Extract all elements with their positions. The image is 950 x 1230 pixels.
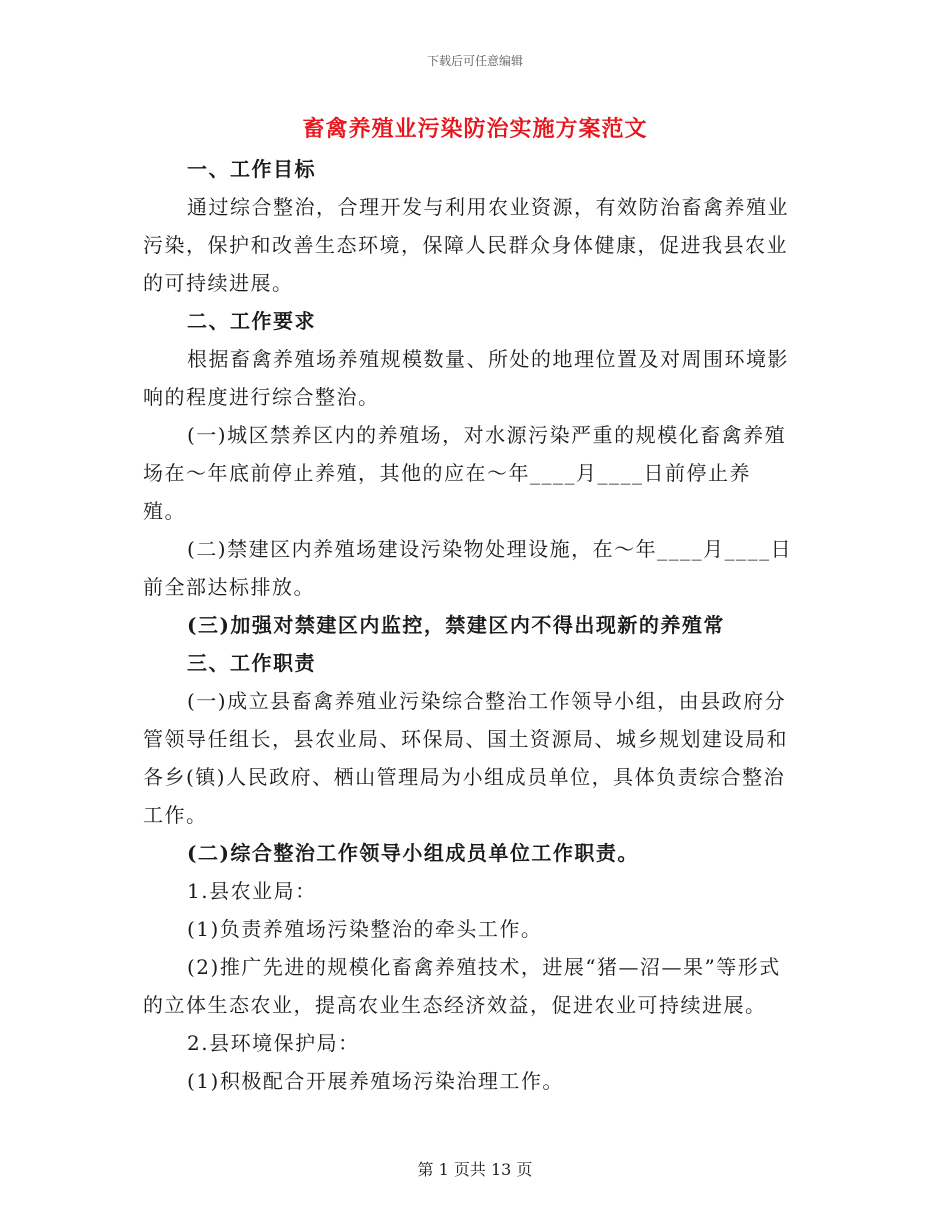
page-footer: 第 1 页共 13 页	[417, 1160, 533, 1179]
document-title: 畜禽养殖业污染防治实施方案范文	[302, 116, 648, 142]
section-heading-duties: 三、工作职责	[187, 651, 316, 675]
paragraph: (一)城区禁养区内的养殖场，对水源污染严重的规模化畜禽养殖场在～年底前停止养殖，其他的应在～年____月____日前停止养殖。	[143, 423, 787, 523]
paragraph: 根据畜禽养殖场养殖规模数量、所处的地理位置及对周围环境影响的程度进行综合整治。	[143, 347, 789, 409]
paragraph: 通过综合整治，合理开发与利用农业资源，有效防治畜禽养殖业污染，保护和改善生态环境，保障人民群众身体健康，促进我县农业的可持续进展。	[143, 195, 789, 295]
paragraph: (二)禁建区内养殖场建设污染物处理设施，在～年____月____日前全部达标排放。	[143, 537, 793, 599]
section-heading-requirements: 二、工作要求	[187, 309, 316, 333]
list-item: 1.县农业局：	[187, 879, 317, 903]
list-item: 2.县环境保护局：	[187, 1031, 360, 1055]
paragraph: (一)成立县畜禽养殖业污染综合整治工作领导小组，由县政府分管领导任组长，县农业局、环保局、国土资源局、城乡规划建设局和各乡(镇)人民政府、栖山管理局为小组成员单位，具体负责综合整治工作。	[143, 689, 788, 827]
page-header: 下载后可任意编辑	[426, 54, 523, 68]
document-body	[143, 150, 793, 1100]
paragraph-bold: (三)加强对禁建区内监控，禁建区内不得出现新的养殖常	[187, 613, 725, 637]
list-item: (1)负责养殖场污染整治的牵头工作。	[187, 917, 543, 941]
paragraph-bold: (二)综合整治工作领导小组成员单位工作职责。	[187, 841, 639, 865]
list-item: (1)积极配合开展养殖场污染治理工作。	[187, 1069, 564, 1093]
list-item: (2)推广先进的规模化畜禽养殖技术，进展“猪—沼—果”等形式的立体生态农业，提高农业生态经济效益，促进农业可持续进展。	[143, 955, 781, 1017]
section-heading-goals: 一、工作目标	[187, 157, 316, 181]
